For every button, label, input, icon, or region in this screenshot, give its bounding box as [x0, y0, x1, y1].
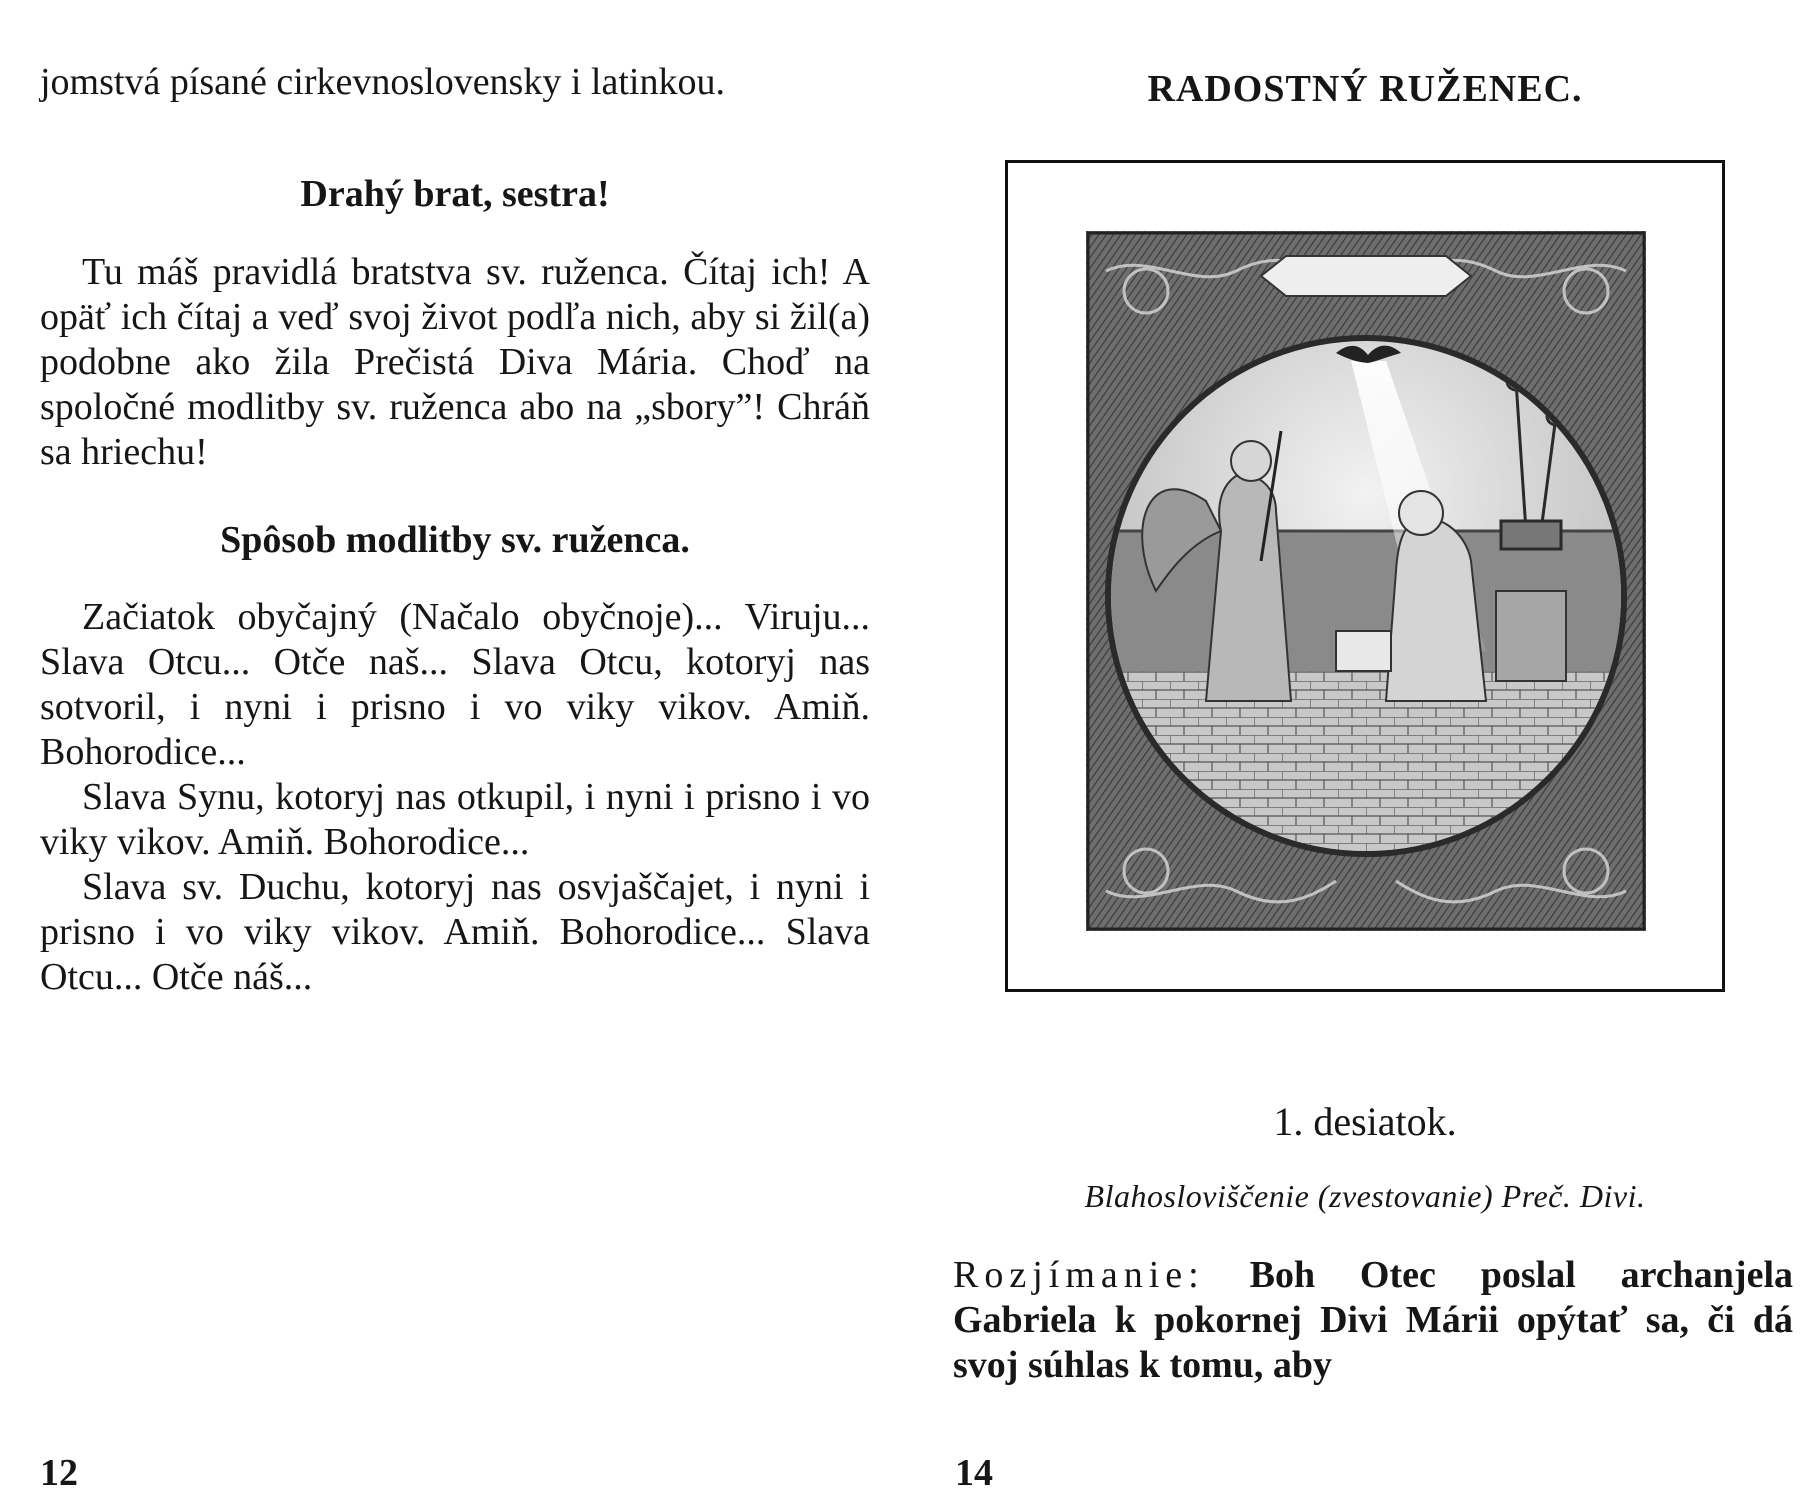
page-number-left: 12 [40, 1452, 78, 1494]
greeting-paragraph: Tu máš pravidlá bratstva sv. ruženca. Čítaj ich! A opäť ich čítaj a veď svoj život podľa nich, aby si žil(a) podobne ako žila Prečistá Diva Mária. Choď na spoločné modlitby sv. ruženca abo na „sbory”! Chráň sa hriechu! [40, 251, 870, 473]
illustration-frame [1005, 160, 1725, 992]
method-paragraph: Slava Synu, kotoryj nas otkupil, i nyni i prisno i vo viky vikov. Amiň. Bohorodice... [40, 776, 870, 863]
method-text-block [40, 595, 870, 1000]
method-paragraph: Začiatok obyčajný (Načalo obyčnoje)... Viruju... Slava Otcu... Otče naš... Slava Otcu, kotoryj nas sotvoril, i nyni i prisno i vo viky vikov. Amiň. Bohorodice... [40, 596, 870, 773]
decade-heading: 1. desiatok. [1273, 1099, 1457, 1144]
intro-text-block [40, 60, 870, 105]
mystery-title: Blahosloviščenie (zvestovanie) Preč. Divi. [1084, 1178, 1646, 1214]
greeting-text-block [40, 250, 870, 475]
intro-text: jomstvá písané cirkevnoslovensky i latinkou. [40, 61, 725, 103]
page-title: RADOSTNÝ RUŽENEC. [1147, 68, 1583, 110]
method-paragraph: Slava sv. Duchu, kotoryj nas osvjaščajet, i nyni i prisno i vo viky vikov. Amiň. Bohorodice... Slava Otcu... Otče náš... [40, 866, 870, 998]
meditation-label: Rozjímanie: [953, 1254, 1205, 1296]
meditation-paragraph [953, 1253, 1793, 1388]
method-heading: Spôsob modlitby sv. ruženca. [220, 519, 690, 561]
meditation-text: Boh Otec poslal archanjela Gabriela k pokornej Divi Márii opýtať sa, či dá svoj súhlas k tomu, aby [953, 1254, 1794, 1386]
greeting-heading: Drahý brat, sestra! [300, 173, 610, 215]
page-number-right: 14 [955, 1452, 993, 1494]
annunciation-engraving-icon [1086, 231, 1646, 931]
right-page [905, 0, 1810, 1500]
